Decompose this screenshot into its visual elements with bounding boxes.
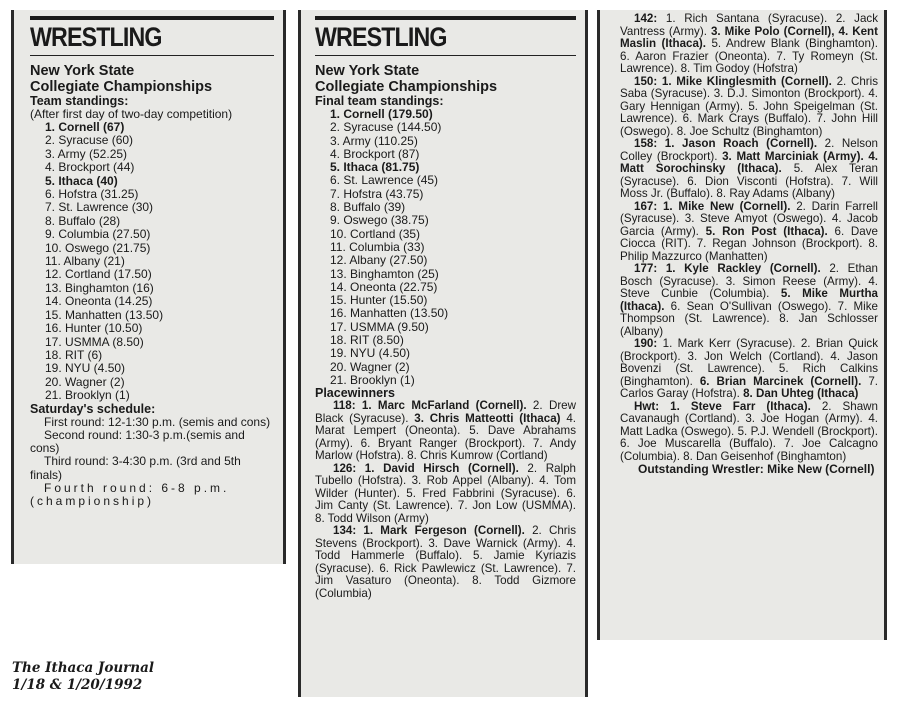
source-caption <box>12 660 154 694</box>
team-standing-row: 20. Wagner (2) <box>45 374 125 389</box>
team-standing-row: 18. RIT (6) <box>45 347 103 362</box>
schedule-round-2: Second round: 1:30-3 p.m.(semis and cons) <box>30 427 245 456</box>
clipping-first-day <box>11 10 286 564</box>
weight-167-results: 167: 1. Mike New (Cornell). 2. Darin Farrell (Syracuse). 3. Steve Amyot (Oswego). 4. Jacob Garcia (Army). 5. Ron Post (Ithaca). 6. Dave Ciocca (RIT). 7. Regan Johnson (Brockport). 8. Philip Mazzurco (Manhatten) <box>620 199 878 263</box>
standings-note: (After first day of two-day competition) <box>30 107 233 121</box>
schedule-round-1: First round: 12-1:30 p.m. (semis and cons) <box>44 414 271 429</box>
team-standing-row: 3. Army (110.25) <box>330 133 418 148</box>
team-standing-row: 7. St. Lawrence (30) <box>45 200 154 215</box>
team-standing-row: 2. Syracuse (60) <box>45 133 134 148</box>
subtitle-line-1: New York State <box>315 63 420 79</box>
team-standing-row: 6. Hofstra (31.25) <box>45 187 139 202</box>
schedule-round-3: Third round: 3-4:30 p.m. (3rd and 5th finals) <box>30 454 241 482</box>
team-standing-row: 17. USMMA (9.50) <box>330 319 429 334</box>
final-standings-label: Final team standings: <box>315 94 444 108</box>
team-standing-row: 13. Binghamton (16) <box>45 280 154 295</box>
headline: WRESTLING <box>315 22 447 52</box>
weight-190-results: 190: 1. Mark Kerr (Syracuse). 2. Brian Quick (Brockport). 3. Jon Welch (Cortland). 4. Jason Bovenzi (St. Lawrence). 5. Rich Calkins (Binghamton). 6. Brian Marcinek (Cornell). 7. Carlos Garay (Hofstra). 8. Dan Uhteg (Ithaca) <box>620 337 878 400</box>
weight-118-results: 118: 1. Marc McFarland (Cornell). 2. Drew Black (Syracuse). 3. Chris Matteotti (Ithaca) 4. Marat Lempert (Oneonta). 5. Dave Abrahams (Army). 6. Bryant Ranger (Brockport). 7. Andy Marlow (Hofstra). 8. Chris Kumrow (Cortland) <box>315 399 577 463</box>
headline: WRESTLING <box>30 22 162 52</box>
team-standing-row: 9. Columbia (27.50) <box>45 227 151 242</box>
outstanding-wrestler: Outstanding Wrestler: Mike New (Cornell) <box>638 462 875 476</box>
standings-label: Team standings: <box>30 94 129 108</box>
weight-177-results: 177: 1. Kyle Rackley (Cornell). 2. Ethan Bosch (Syracuse). 3. Simon Reese (Army). 4. Steve Cunbie (Columbia). 5. Mike Murtha (Ithaca). 6. Sean O'Sullivan (Oswego). 7. Mike Thompson (St. Lawrence). 8. Jan Schlosser (Albany) <box>620 262 879 338</box>
team-standings-list <box>30 121 274 403</box>
team-standing-row: 14. Oneonta (22.75) <box>330 279 438 294</box>
weight-150-results: 150: 1. Mike Klinglesmith (Cornell). 2. Chris Saba (Syracuse). 3. D.J. Simonton (Brockport). 4. Gary Hennigan (Army). 5. John Speigelman (St. Lawrence). 6. Mark Crays (Buffalo). 7. John Hill (Oswego). 8. Joe Schultz (Binghamton) <box>620 74 879 138</box>
top-rule <box>30 16 274 20</box>
team-standing-row: 16. Hunter (10.50) <box>45 321 143 336</box>
team-standing-row: 1. Cornell (67) <box>45 120 125 134</box>
clipping-final <box>298 10 588 697</box>
team-standing-row: 4. Brockport (44) <box>45 160 135 175</box>
team-standing-row: 13. Binghamton (25) <box>330 266 439 281</box>
team-standing-row: 5. Ithaca (40) <box>45 173 118 188</box>
clipping-placewinners-continued <box>597 10 887 640</box>
weight-134-results: 134: 1. Mark Fergeson (Cornell). 2. Chris Stevens (Brockport). 3. Dave Warnick (Army). 4. Todd Hammerle (Buffalo). 5. Jamie Kyriazis (Syracuse). 6. Rick Pawlewicz (St. Lawrence). 7. Jim Vasaturo (Oneonta). 8. Todd Gizmore (Columbia) <box>315 524 577 600</box>
weight-158-results: 158: 1. Jason Roach (Cornell). 2. Nelson Colley (Brockport). 3. Matt Marciniak (Army). 4. Matt Sorochinsky (Ithaca). 5. Alex Teran (Syracuse). 6. Dion Visconti (Hofstra). 7. Will Moss Jr. (Buffalo). 8. Ray Adams (Albany) <box>620 137 878 200</box>
schedule-round-4: Fourth round: 6-8 p.m. (championship) <box>30 481 230 509</box>
team-standing-row: 20. Wagner (2) <box>330 359 410 374</box>
subtitle-line-2: Collegiate Championships <box>30 79 213 95</box>
team-standing-row: 21. Brooklyn (1) <box>45 388 130 403</box>
team-standing-row: 15. Manhatten (13.50) <box>45 307 164 322</box>
team-standing-row: 4. Brockport (87) <box>330 146 420 161</box>
team-standing-row: 19. NYU (4.50) <box>45 361 126 376</box>
team-standing-row: 19. NYU (4.50) <box>330 346 411 361</box>
top-rule <box>315 16 576 20</box>
heavyweight-results: Hwt: 1. Steve Farr (Ithaca). 2. Shawn Cavanaugh (Cortland). 3. Joe Hogan (Army). 4. Matt Ladka (Oswego). 5. P.J. Wendell (Brockport). 6. Joe Muscarella (Buffalo). 7. Joe Calcagno (Columbia). 8. Dan Geisenhof (Binghamton) <box>620 399 878 463</box>
team-standing-row: 17. USMMA (8.50) <box>45 334 144 349</box>
team-standing-row: 12. Cortland (17.50) <box>45 267 152 282</box>
team-standing-row: 6. St. Lawrence (45) <box>330 173 439 188</box>
weight-126-results: 126: 1. David Hirsch (Cornell). 2. Ralph Tubello (Hofstra). 3. Rob Appel (Albany). 4. Tom Wilder (Hunter). 5. Fred Fabbrini (Syracuse). 6. Jim Canty (St. Lawrence). 7. Jon Low (USMMA). 8. Todd Wilson (Army) <box>315 461 576 525</box>
team-standing-row: 8. Buffalo (39) <box>330 200 406 215</box>
subtitle-line-2: Collegiate Championships <box>315 79 498 95</box>
final-standings-list <box>315 108 576 387</box>
caption-publication: The Ithaca Journal <box>12 660 154 676</box>
team-standing-row: 3. Army (52.25) <box>45 146 128 161</box>
team-standing-row: 5. Ithaca (81.75) <box>330 160 420 175</box>
team-standing-row: 2. Syracuse (144.50) <box>330 120 442 135</box>
team-standing-row: 10. Oswego (21.75) <box>45 240 151 255</box>
team-standing-row: 16. Manhatten (13.50) <box>330 306 449 321</box>
team-standing-row: 9. Oswego (38.75) <box>330 213 429 228</box>
subtitle-line-1: New York State <box>30 63 135 79</box>
weight-142-results: 142: 1. Rich Santana (Syracuse). 2. Jack Vantress (Army). 3. Mike Polo (Cornell), 4. Kent Maslin (Ithaca). 5. Andrew Blank (Binghamton). 6. Aaron Frazier (Oneonta). 7. Ty Romeyn (St. Lawrence). 8. Tim Godoy (Hofstra) <box>620 12 879 75</box>
schedule-label: Saturday's schedule: <box>30 401 156 416</box>
team-standing-row: 12. Albany (27.50) <box>330 253 428 268</box>
team-standing-row: 11. Columbia (33) <box>330 239 425 254</box>
headline-rule <box>315 55 576 56</box>
team-standing-row: 21. Brooklyn (1) <box>330 372 415 387</box>
team-standing-row: 10. Cortland (35) <box>330 226 421 241</box>
caption-date: 1/18 & 1/20/1992 <box>12 677 143 693</box>
team-standing-row: 18. RIT (8.50) <box>330 333 404 348</box>
headline-rule <box>30 55 274 56</box>
team-standing-row: 15. Hunter (15.50) <box>330 293 428 308</box>
team-standing-row: 8. Buffalo (28) <box>45 213 121 228</box>
team-standing-row: 7. Hofstra (43.75) <box>330 186 424 201</box>
team-standing-row: 14. Oneonta (14.25) <box>45 294 153 309</box>
placewinners-label: Placewinners <box>315 386 395 401</box>
team-standing-row: 11. Albany (21) <box>45 254 125 269</box>
team-standing-row: 1. Cornell (179.50) <box>330 107 433 121</box>
